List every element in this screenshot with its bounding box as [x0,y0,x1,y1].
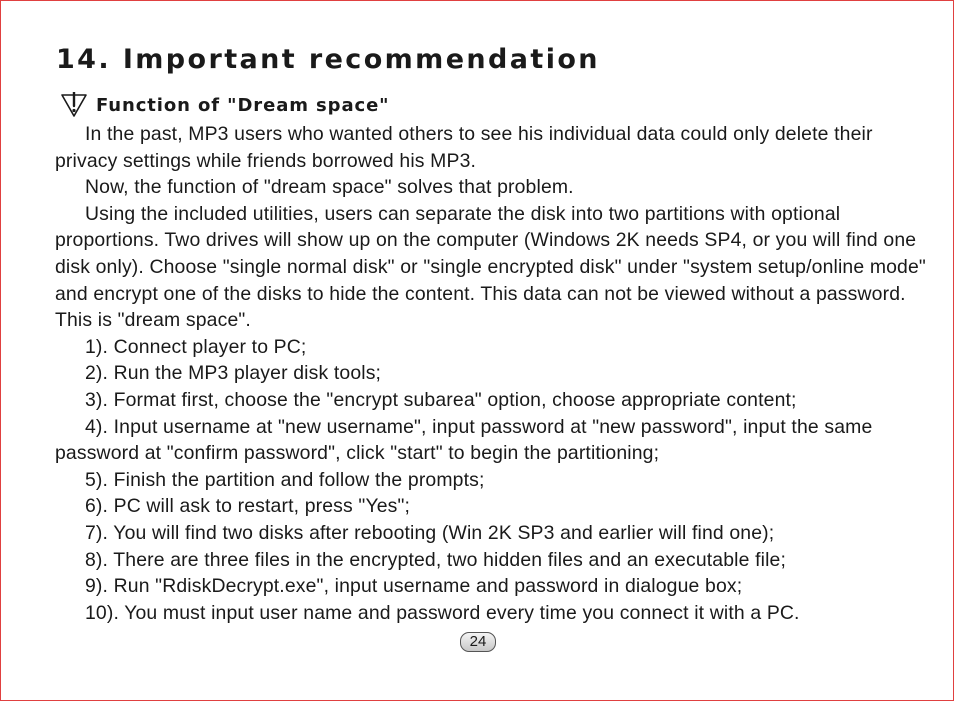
body-text [55,121,935,626]
paragraph-utilities: Using the included utilities, users can separate the disk into two partitions with optional proportions. Two drives will show up on the computer (Windows 2K needs SP4, or you will find one disk only). Choose "single normal disk" or "single encrypted disk" under "system setup/online mode" and encrypt one of the disks to hide the content. This data can not be viewed without a password. This is "dream space". [55,202,926,332]
step-2: 2). Run the MP3 player disk tools; [85,362,382,385]
step-3: 3). Format first, choose the "encrypt subarea" option, choose appropriate content; [85,388,797,411]
paragraph-solution: Now, the function of "dream space" solves that problem. [85,176,574,199]
warning-triangle-icon [60,92,88,118]
notice-title: Function of "Dream space" [96,94,390,116]
step-5: 5). Finish the partition and follow the prompts; [85,468,485,491]
step-7: 7). You will find two disks after rebooting (Win 2K SP3 and earlier will find one); [85,521,775,544]
section-title: 14. Important recommendation [56,44,600,75]
step-1: 1). Connect player to PC; [85,335,307,358]
step-8: 8). There are three files in the encrypted, two hidden files and an executable file; [85,548,787,571]
step-9: 9). Run "RdiskDecrypt.exe", input username and password in dialogue box; [85,575,743,598]
page-number: 24 [460,632,496,652]
step-10: 10). You must input user name and password every time you connect it with a PC. [85,601,800,624]
paragraph-intro: In the past, MP3 users who wanted others to see his individual data could only delete their privacy settings while friends borrowed his MP3. [55,123,873,172]
step-6: 6). PC will ask to restart, press "Yes"; [85,495,411,518]
step-4: 4). Input username at "new username", input password at "new password", input the same password at "confirm password", click "start" to begin the partitioning; [55,415,873,465]
notice-heading [60,92,389,118]
